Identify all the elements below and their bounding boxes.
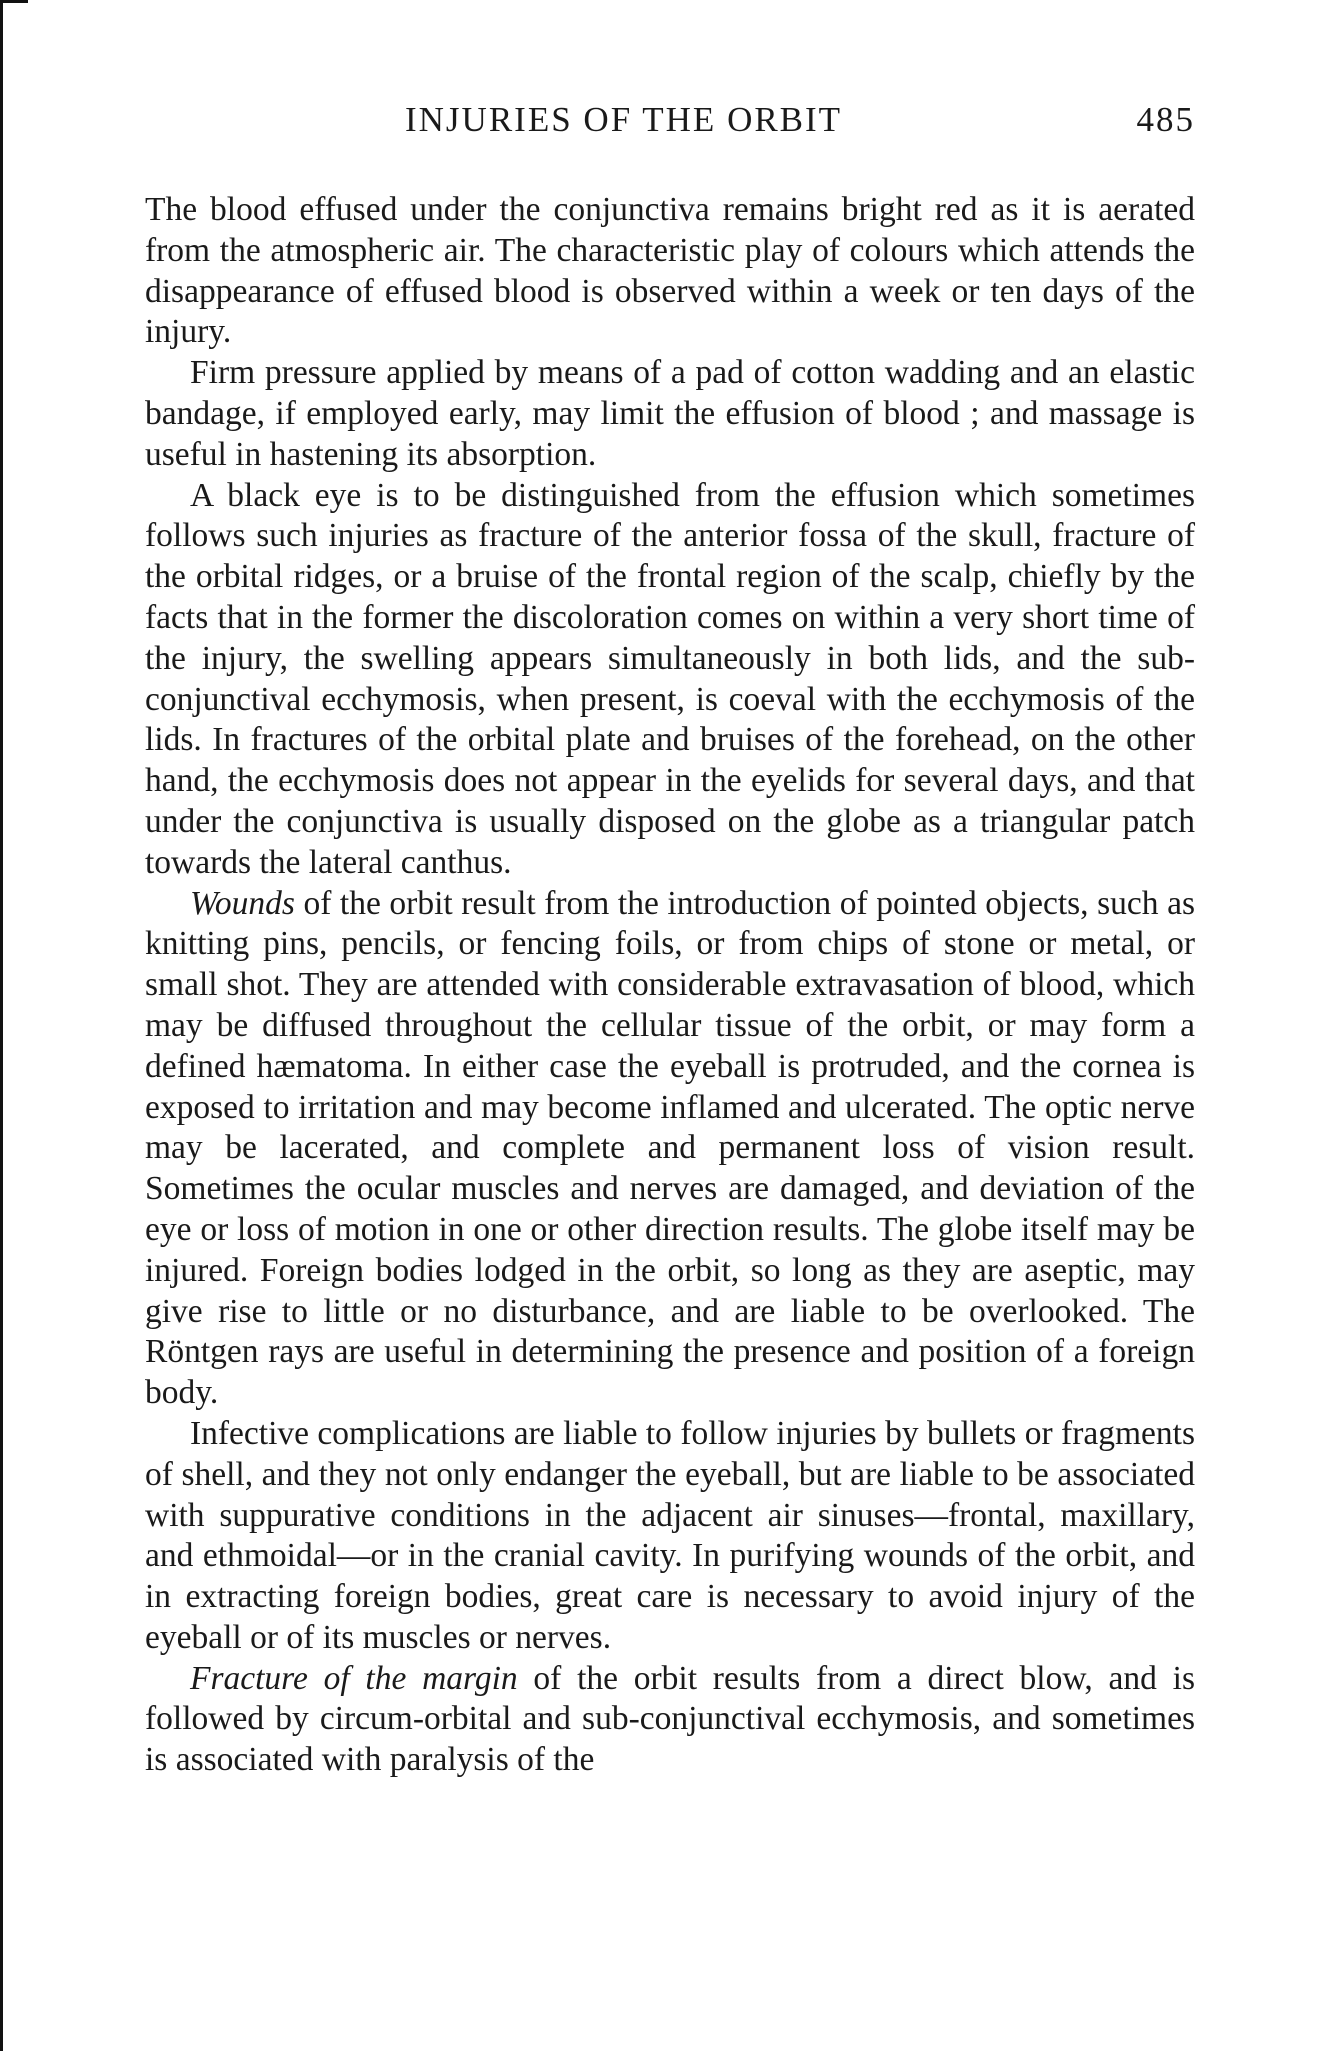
body-text [145,190,1195,1781]
paragraph-wounds [145,884,1195,1414]
running-title: INJURIES OF THE ORBIT [405,100,843,139]
paragraph-text: Infective complications are liable to follow injuries by bullets or fragments of shell, and they not only endanger the eyeball, but are liable to be associated with suppurative conditions in the adjacent air sinuses—frontal, maxillary, and ethmoidal—or in the cranial cavity. In purifying wounds of the orbit, and in extracting foreign bodies, great care is necessary to avoid injury of the eyeball or of its muscles or nerves. [145,1414,1195,1656]
italic-lead: Wounds [190,884,295,922]
paragraph-effused-blood [145,190,1195,353]
page-number: 485 [1136,100,1195,139]
paragraph-text: Firm pressure applied by means of a pad of cotton wadding and an elastic bandage, if employed early, may limit the effusion of blood ; and massage is useful in hastening its absorption. [145,354,1195,473]
paragraph-text: The blood effused under the conjunctiva remains bright red as it is aerated from the atmospheric air. The characteristic play of colours which attends the disappearance of effused blood is observed within a week or ten days of the injury. [145,191,1195,351]
italic-lead: Fracture of the margin [190,1659,518,1697]
paragraph-fracture-margin [145,1659,1195,1781]
scan-edge-line [0,0,3,2051]
paragraph-text: of the orbit results from a direct blow, and is followed by circum-orbital and sub-conjunctival ecchymosis, and sometimes is associated with paralysis of the [145,1659,1195,1779]
running-head [145,100,1195,150]
paragraph-infective-complications [145,1414,1195,1659]
scan-corner-mark [0,0,28,3]
paragraph-black-eye [145,476,1195,884]
paragraph-text: of the orbit result from the introduction of pointed objects, such as knitting pins, pencils, or fencing foils, or from chips of stone or metal, or small shot. They are attended with considerable extravasation of blood, which may be diffused throughout the cellular tissue of the orbit, or may form a defined hæmatoma. In either case the eyeball is protruded, and the cornea is exposed to irritation and may become inflamed and ulcerated. The optic nerve may be lacerated, and complete and permanent loss of vision result. Sometimes the ocular muscles and nerves are damaged, and deviation of the eye or loss of motion in one or other direction results. The globe itself may be injured. Foreign bodies lodged in the orbit, so long as they are aseptic, may give rise to little or no disturbance, and are liable to be overlooked. The Röntgen rays are useful in determining the presence and position of a foreign body. [145,884,1195,1412]
paragraph-firm-pressure [145,353,1195,475]
paragraph-text: A black eye is to be distinguished from the effusion which sometimes follows such injuries as fracture of the anterior fossa of the skull, fracture of the orbital ridges, or a bruise of the frontal region of the scalp, chiefly by the facts that in the former the discoloration comes on within a very short time of the injury, the swelling appears simultaneously in both lids, and the sub-conjunctival ecchymosis, when present, is coeval with the ecchymosis of the lids. In fractures of the orbital plate and bruises of the forehead, on the other hand, the ecchymosis does not appear in the eyelids for several days, and that under the conjunctiva is usually disposed on the globe as a triangular patch towards the lateral canthus. [145,476,1195,881]
